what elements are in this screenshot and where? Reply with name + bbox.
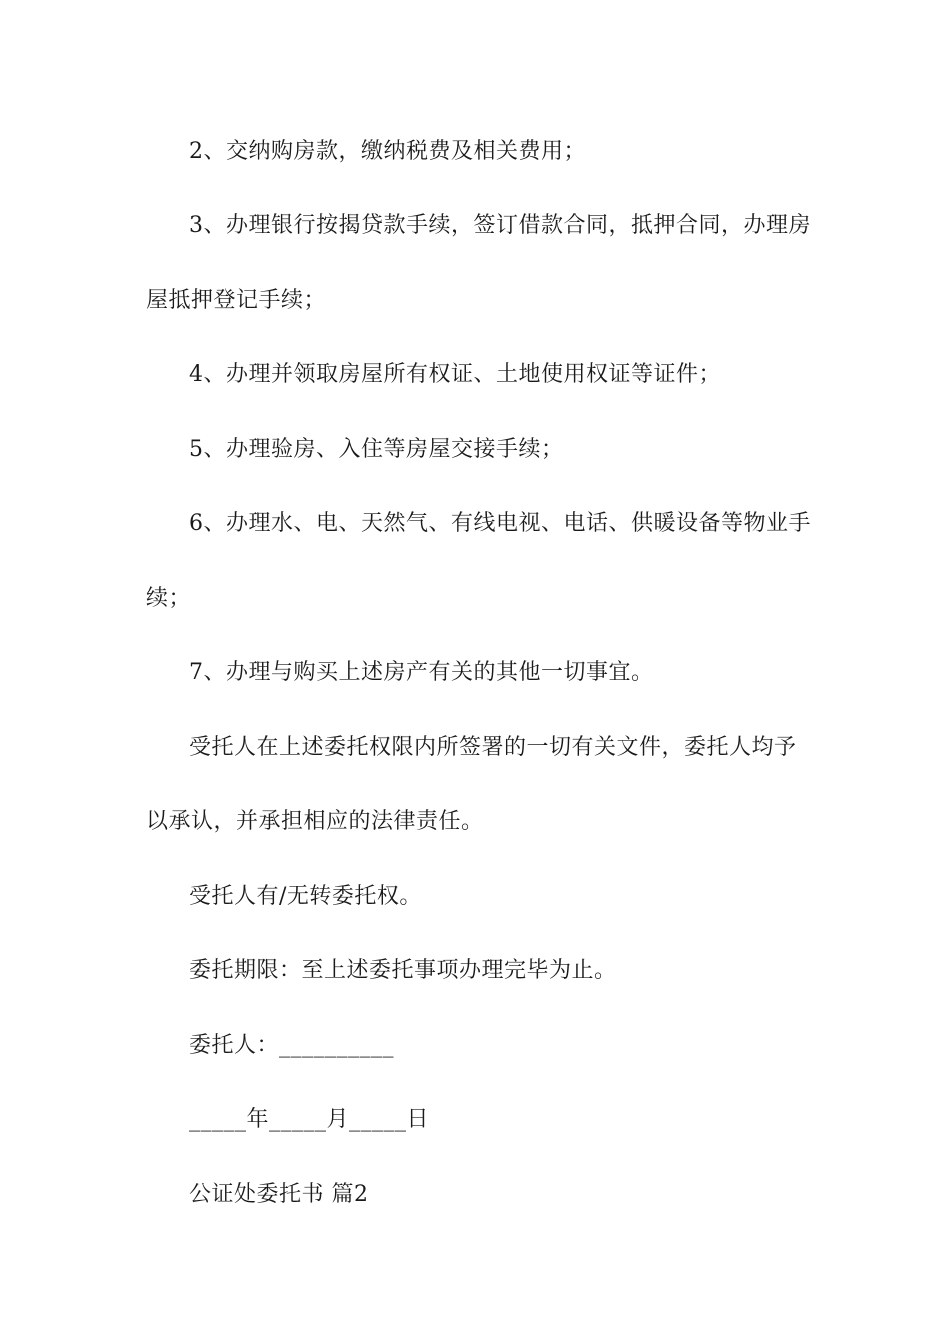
acknowledgement-continuation: 以承认，并承担相应的法律责任。 <box>146 809 484 834</box>
item-3-text: 3、办理银行按揭贷款手续，签订借款合同，抵押合同，办理房 <box>189 213 811 238</box>
term-clause: 委托期限：至上述委托事项办理完毕为止。 <box>189 958 617 983</box>
date-line: _____年_____月_____日 <box>189 1107 430 1132</box>
section-heading: 公证处委托书 篇2 <box>189 1182 369 1207</box>
principal-signature-line: 委托人：__________ <box>189 1033 395 1058</box>
item-5-text: 5、办理验房、入住等房屋交接手续； <box>189 437 564 462</box>
item-3-continuation: 屋抵押登记手续； <box>146 288 327 313</box>
sub-delegation-clause: 受托人有/无转委托权。 <box>189 884 422 909</box>
item-4-text: 4、办理并领取房屋所有权证、土地使用权证等证件； <box>189 362 721 387</box>
item-7-text: 7、办理与购买上述房产有关的其他一切事宜。 <box>189 660 654 685</box>
item-2-text: 2、交纳购房款，缴纳税费及相关费用； <box>189 139 586 164</box>
item-6-text: 6、办理水、电、天然气、有线电视、电话、供暖设备等物业手 <box>189 511 811 536</box>
item-6-continuation: 续； <box>146 586 192 611</box>
acknowledgement-paragraph: 受托人在上述委托权限内所签署的一切有关文件，委托人均予 <box>189 735 797 760</box>
